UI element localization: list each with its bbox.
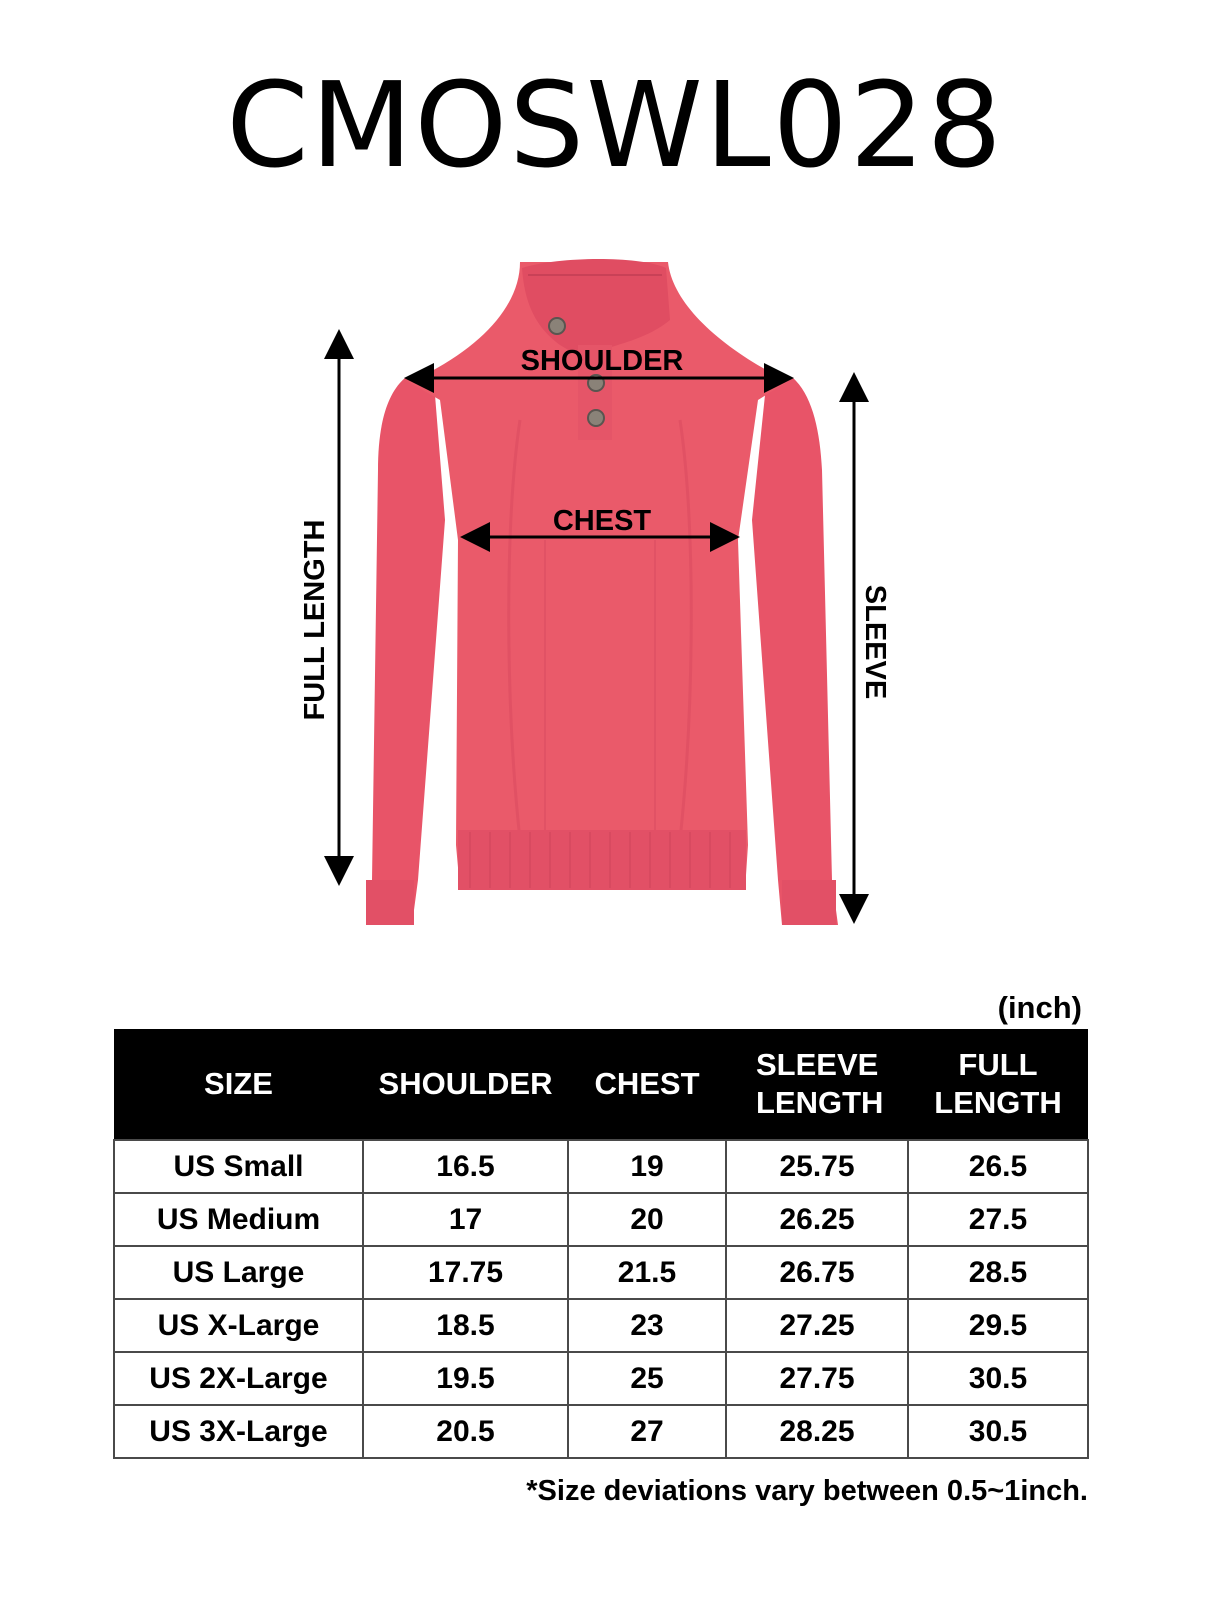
cell-chest: 27 (568, 1405, 726, 1458)
cell-size: US Medium (114, 1193, 363, 1246)
cell-shoulder: 16.5 (363, 1140, 568, 1193)
cell-size: US 2X-Large (114, 1352, 363, 1405)
sweater-diagram (0, 240, 1230, 940)
table-row (114, 1405, 1088, 1458)
cell-size: US 3X-Large (114, 1405, 363, 1458)
cell-chest: 20 (568, 1193, 726, 1246)
header-shoulder: SHOULDER (363, 1029, 568, 1140)
size-table (113, 1029, 1089, 1459)
cell-full-length: 30.5 (908, 1352, 1088, 1405)
right-cuff (782, 880, 836, 925)
cell-chest: 21.5 (568, 1246, 726, 1299)
unit-label: (inch) (997, 990, 1082, 1025)
cell-shoulder: 19.5 (363, 1352, 568, 1405)
cell-full-length: 28.5 (908, 1246, 1088, 1299)
button-top-icon (549, 318, 565, 334)
cell-chest: 23 (568, 1299, 726, 1352)
table-header-row (114, 1029, 1088, 1140)
left-sleeve (366, 378, 445, 925)
sleeve-label: SLEEVE (859, 584, 891, 700)
full-length-label: FULL LENGTH (299, 519, 331, 721)
cell-chest: 19 (568, 1140, 726, 1193)
table-row (114, 1352, 1088, 1405)
page-title: CMOSWL028 (226, 56, 1004, 194)
cell-shoulder: 20.5 (363, 1405, 568, 1458)
table-row (114, 1140, 1088, 1193)
table-row (114, 1299, 1088, 1352)
cell-sleeve-length: 27.75 (726, 1352, 908, 1405)
cell-full-length: 27.5 (908, 1193, 1088, 1246)
cell-sleeve-length: 26.25 (726, 1193, 908, 1246)
cell-sleeve-length: 25.75 (726, 1140, 908, 1193)
cell-size: US Small (114, 1140, 363, 1193)
cell-sleeve-length: 27.25 (726, 1299, 908, 1352)
cell-shoulder: 17 (363, 1193, 568, 1246)
cell-sleeve-length: 28.25 (726, 1405, 908, 1458)
right-sleeve (752, 378, 838, 925)
cell-chest: 25 (568, 1352, 726, 1405)
left-cuff (366, 880, 414, 925)
cell-full-length: 30.5 (908, 1405, 1088, 1458)
table-row (114, 1246, 1088, 1299)
cell-full-length: 26.5 (908, 1140, 1088, 1193)
header-sleeve-length: SLEEVE LENGTH (726, 1029, 908, 1140)
header-full-length: FULL LENGTH (908, 1029, 1088, 1140)
cell-shoulder: 18.5 (363, 1299, 568, 1352)
header-chest: CHEST (568, 1029, 726, 1140)
cell-sleeve-length: 26.75 (726, 1246, 908, 1299)
chest-label: CHEST (552, 505, 652, 537)
shoulder-label: SHOULDER (520, 345, 684, 377)
cell-size: US X-Large (114, 1299, 363, 1352)
cell-full-length: 29.5 (908, 1299, 1088, 1352)
header-size: SIZE (114, 1029, 363, 1140)
size-deviation-note: *Size deviations vary between 0.5~1inch. (526, 1475, 1088, 1507)
cell-size: US Large (114, 1246, 363, 1299)
button-bottom-icon (588, 410, 604, 426)
cell-shoulder: 17.75 (363, 1246, 568, 1299)
waist-rib (458, 830, 746, 890)
table-row (114, 1193, 1088, 1246)
